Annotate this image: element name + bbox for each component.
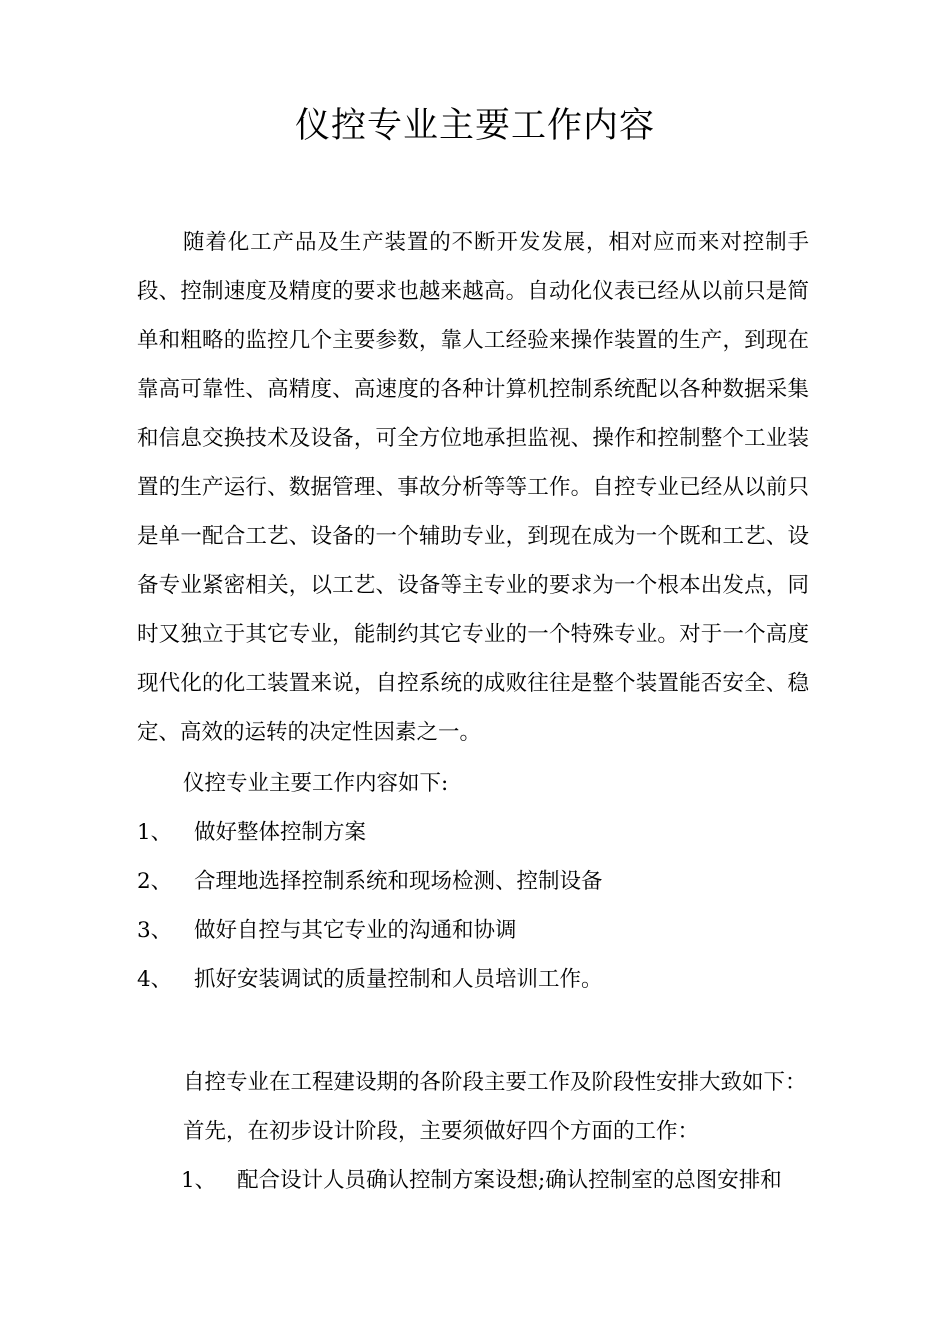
list-item-number: 1、: [181, 1168, 217, 1193]
list-intro: 仪控专业主要工作内容如下:: [183, 771, 449, 796]
phase-intro: 自控专业在工程建设期的各阶段主要工作及阶段性安排大致如下：: [183, 1070, 807, 1095]
list-item-text: 合理地选择控制系统和现场检测、控制设备: [194, 869, 603, 894]
list-item-number: 1、: [137, 820, 173, 845]
list-item-text: 做好自控与其它专业的沟通和协调: [194, 918, 517, 943]
list-item-number: 2、: [137, 869, 173, 894]
intro-paragraph: 随着化工产品及生产装置的不断开发发展，相对应而来对控制手段、控制速度及精度的要求也越来越高。自动化仪表已经从以前只是简单和粗略的监控几个主要参数，靠人工经验来操作装置的生产，到现在靠高可靠性、高精度、高速度的各种计算机控制系统配以各种数据采集和信息交换技术及设备，可全方位地承担监视、操作和控制整个工业装置的生产运行、数据管理、事故分析等等工作。自控专业已经从以前只是单一配合工艺、设备的一个辅助专业，到现在成为一个既和工艺、设备专业紧密相关，以工艺、设备等主专业的要求为一个根本出发点，同时又独立于其它专业，能制约其它专业的一个特殊专业。对于一个高度现代化的化工装置来说，自控系统的成败往往是整个装置能否安全、稳定、高效的运转的决定性因素之一。: [137, 230, 809, 745]
list-item-number: 4、: [137, 967, 173, 992]
document-title: 仪控专业主要工作内容: [294, 106, 655, 146]
first-phase-text: 首先，在初步设计阶段，主要须做好四个方面的工作：: [183, 1119, 700, 1144]
list-item-number: 3、: [137, 918, 173, 943]
list-item-text: 抓好安装调试的质量控制和人员培训工作。: [194, 967, 603, 992]
list-item-text: 做好整体控制方案: [194, 820, 367, 845]
list-item-text: 配合设计人员确认控制方案设想;确认控制室的总图安排和: [237, 1168, 782, 1193]
